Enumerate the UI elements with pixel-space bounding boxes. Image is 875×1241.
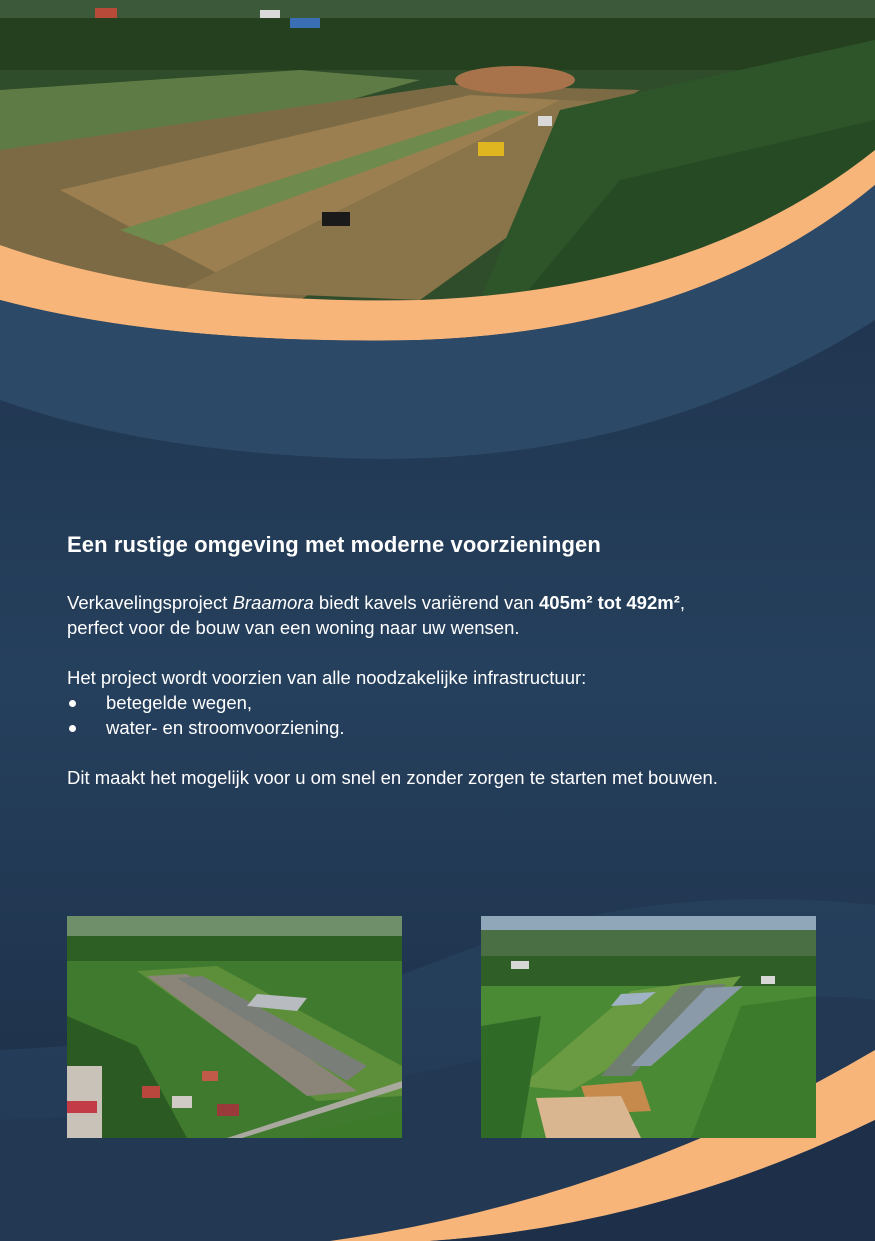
list-item-text: betegelde wegen, [106, 692, 253, 713]
main-content [67, 530, 847, 790]
plot-size-range: 405m² tot 492m² [539, 592, 680, 613]
aerial-photo-right [481, 916, 816, 1138]
list-item [67, 715, 847, 740]
intro-text-1: Verkavelingsproject [67, 592, 233, 613]
list-item-text: water- en stroomvoorziening. [106, 717, 345, 738]
intro-text-line2: perfect voor de bouw van een woning naar uw wensen. [67, 617, 520, 638]
project-name: Braamora [232, 592, 314, 613]
bullet-icon [69, 700, 76, 707]
intro-text-2: biedt kavels variërend van [313, 592, 540, 613]
intro-text-3: , [679, 592, 686, 613]
infrastructure-list [67, 690, 847, 740]
list-item [67, 690, 847, 715]
aerial-photo-left [67, 916, 402, 1138]
intro-paragraph [67, 590, 847, 640]
closing-paragraph: Dit maakt het mogelijk voor u om snel en zonder zorgen te starten met bouwen. [67, 767, 718, 788]
section-heading: Een rustige omgeving met moderne voorzieningen [67, 532, 601, 557]
infrastructure-intro: Het project wordt voorzien van alle noodzakelijke infrastructuur: [67, 667, 587, 688]
bullet-icon [69, 725, 76, 732]
